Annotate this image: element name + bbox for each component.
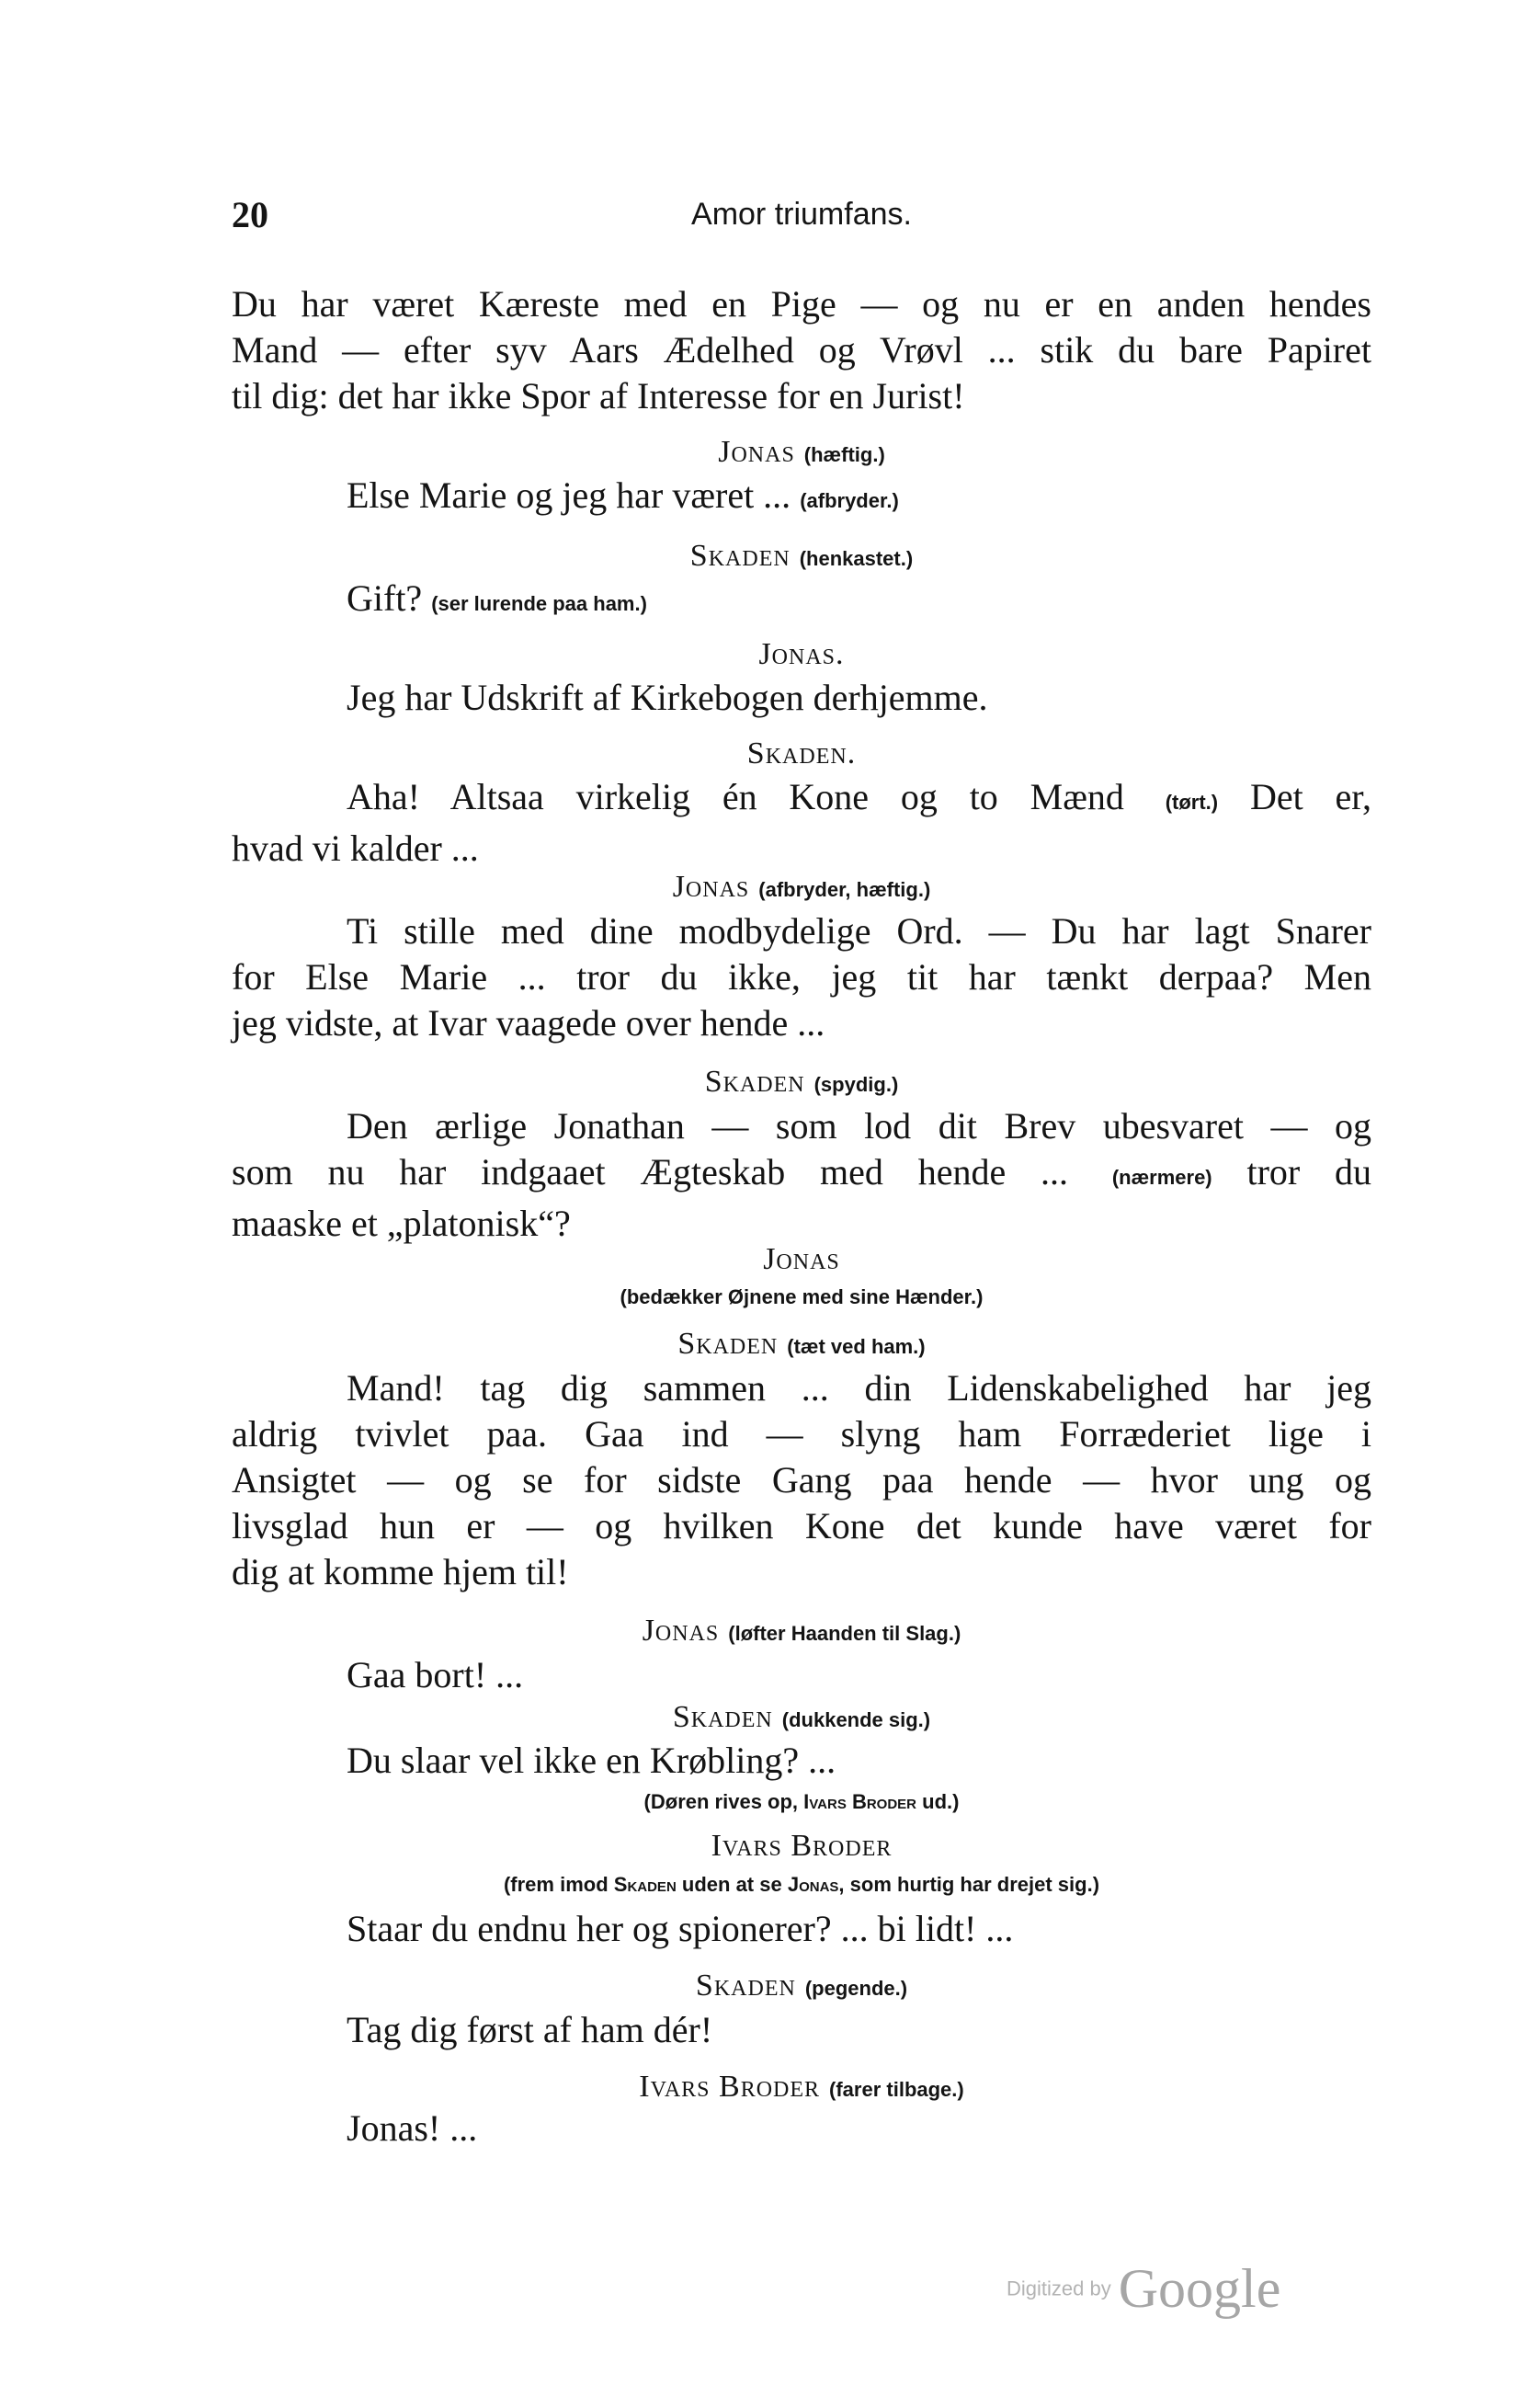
speaker-heading xyxy=(232,538,1371,577)
speaker-name: Jonas xyxy=(672,870,750,904)
speech-text: Det er, xyxy=(1249,776,1372,817)
speech-text: Staar du endnu her og spionerer? ... bi lidt! ... xyxy=(347,1908,1014,1949)
stage-direction: (tæt ved ham.) xyxy=(787,1335,926,1358)
text-line: Den ærlige Jonathan — som lod dit Brev ubesvaret — og xyxy=(347,1105,1371,1147)
text-line: Ansigtet — og se for sidste Gang paa hende — hvor ung og xyxy=(232,1459,1371,1501)
speaker-name: Skaden xyxy=(704,1065,805,1099)
stage-direction: (nærmere) xyxy=(1111,1166,1212,1189)
text-line: Mand — efter syv Aars Ædelhed og Vrøvl ... stik du bare Papiret xyxy=(232,329,1371,371)
speaker-heading xyxy=(232,1613,1371,1652)
text-line: dig at komme hjem til! xyxy=(232,1551,569,1592)
speaker-name: Jonas xyxy=(718,435,795,469)
direction-text: (Døren rives op, xyxy=(643,1790,799,1813)
speech-text: Jonas! ... xyxy=(347,2107,478,2149)
running-title: Amor triumfans. xyxy=(691,197,912,232)
speaker-heading xyxy=(232,736,1371,772)
speaker-name: Jonas. xyxy=(758,637,845,671)
dialogue-line xyxy=(232,576,1486,627)
text-line: til dig: det har ikke Spor af Interesse for en Jurist! xyxy=(232,375,965,417)
text-line: jeg vidste, at Ivar vaagede over hende ... xyxy=(232,1002,825,1044)
speaker-heading xyxy=(232,1064,1371,1103)
dialogue-line xyxy=(232,1652,1486,1698)
character-name: Jonas, xyxy=(787,1873,845,1896)
speaker-heading xyxy=(232,636,1371,673)
dialogue-line xyxy=(232,473,1486,524)
text-line: Du har været Kæreste med en Pige — og nu er en anden hendes xyxy=(232,283,1371,325)
speaker-name: Skaden xyxy=(695,1969,796,2003)
speaker-heading xyxy=(232,2069,1371,2108)
text-line: hvad vi kalder ... xyxy=(232,827,479,869)
text-line: aldrig tvivlet paa. Gaa ind — slyng ham Forræderiet lige i xyxy=(232,1413,1371,1455)
stage-direction: (ser lurende paa ham.) xyxy=(431,592,647,615)
speech-text: som nu har indgaaet Ægteskab med hende ... xyxy=(232,1151,1069,1193)
speaker-name: Skaden xyxy=(672,1700,773,1734)
dialogue-line xyxy=(232,1738,1486,1784)
stage-direction: (pegende.) xyxy=(804,1977,908,2000)
stage-direction: (løfter Haanden til Slag.) xyxy=(728,1622,961,1645)
speaker-name: Ivars Broder xyxy=(639,2070,821,2104)
stage-direction: (afbryder, hæftig.) xyxy=(758,878,931,901)
speaker-name: Skaden xyxy=(689,539,791,573)
dialogue-line xyxy=(232,1906,1486,1952)
character-name: Ivars Broder xyxy=(803,1790,916,1813)
paragraph-skaden-1 xyxy=(232,281,1371,419)
stage-direction: (henkastet.) xyxy=(799,547,914,570)
speech-text: Tag dig først af ham dér! xyxy=(347,2009,713,2050)
stage-direction: (afbryder.) xyxy=(800,489,899,512)
text-line xyxy=(232,774,1371,826)
speaker-name: Jonas xyxy=(763,1242,840,1276)
dialogue-paragraph xyxy=(232,908,1371,1046)
dialogue-line xyxy=(232,2106,1486,2151)
speech-text: Jeg har Udskrift af Kirkebogen derhjemme. xyxy=(347,677,988,718)
speech-text: Du slaar vel ikke en Krøbling? ... xyxy=(347,1740,836,1781)
stage-direction: (hæftig.) xyxy=(803,443,885,466)
speaker-name: Skaden. xyxy=(746,736,857,770)
speaker-name: Ivars Broder xyxy=(711,1829,893,1863)
speech-text: tror du xyxy=(1246,1151,1372,1193)
direction-text: ud.) xyxy=(922,1790,960,1813)
text-line: for Else Marie ... tror du ikke, jeg tit har tænkt derpaa? Men xyxy=(232,956,1371,998)
stage-direction: (farer tilbage.) xyxy=(829,2078,964,2101)
speaker-heading xyxy=(232,434,1371,474)
stage-direction: (spydig.) xyxy=(813,1073,899,1096)
dialogue-paragraph xyxy=(232,1103,1371,1247)
dialogue-line xyxy=(232,2007,1486,2053)
digitization-watermark xyxy=(1007,2257,1280,2322)
character-name: Skaden xyxy=(613,1873,677,1896)
page-number: 20 xyxy=(232,194,268,235)
text-line: Ti stille med dine modbydelige Ord. — Du har lagt Snarer xyxy=(347,910,1371,952)
speaker-heading xyxy=(232,1326,1371,1365)
speaker-heading xyxy=(232,869,1371,908)
direction-text: uden at se xyxy=(681,1873,782,1896)
speech-text: Gift? xyxy=(347,577,423,619)
stage-direction: (dukkende sig.) xyxy=(781,1708,931,1731)
speaker-heading xyxy=(232,1699,1371,1739)
text-line: maaske et „platonisk“? xyxy=(232,1203,571,1244)
speech-text: Else Marie og jeg har været ... xyxy=(347,474,791,516)
dialogue-paragraph xyxy=(232,1365,1371,1595)
speaker-name: Skaden xyxy=(677,1327,779,1361)
google-logo: Google xyxy=(1118,2258,1281,2319)
direction-text: (frem imod xyxy=(503,1873,609,1896)
speaker-heading xyxy=(232,1828,1371,1865)
dialogue-paragraph xyxy=(232,774,1371,872)
stage-direction: (tørt.) xyxy=(1165,791,1219,814)
page-header xyxy=(232,193,1371,248)
stage-direction xyxy=(232,1790,1371,1814)
text-line: livsglad hun er — og hvilken Kone det kunde have været for xyxy=(232,1505,1371,1546)
dialogue-line xyxy=(232,675,1486,721)
text-line: Mand! tag dig sammen ... din Lidenskabelighed har jeg xyxy=(347,1367,1371,1409)
speech-text: Gaa bort! ... xyxy=(347,1654,524,1695)
stage-direction: (bedækker Øjnene med sine Hænder.) xyxy=(620,1285,984,1308)
direction-text: som hurtig har drejet sig.) xyxy=(849,1873,1100,1896)
speech-text: Aha! Altsaa virkelig én Kone og to Mænd xyxy=(347,776,1124,817)
text-line xyxy=(232,1149,1371,1201)
speaker-heading xyxy=(232,1968,1371,2007)
speaker-heading xyxy=(232,1241,1371,1278)
watermark-prefix: Digitized by xyxy=(1007,2277,1111,2300)
speaker-name: Jonas xyxy=(642,1614,720,1648)
stage-direction xyxy=(232,1873,1371,1897)
